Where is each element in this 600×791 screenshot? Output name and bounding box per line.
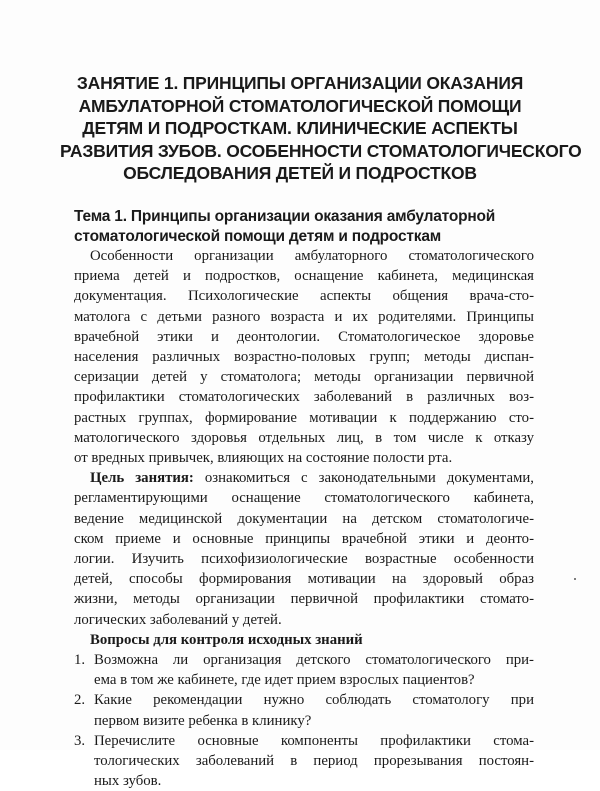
question-line: Перечислите основные компоненты профилактики стома- bbox=[94, 732, 534, 749]
body-text bbox=[74, 246, 534, 791]
topic-title-line: стоматологической помощи детям и подросткам bbox=[74, 228, 442, 245]
question-line: Возможна ли организация детского стоматологического при- bbox=[94, 652, 534, 669]
text-line: профилактики стоматологических заболеваний в различных воз- bbox=[74, 389, 534, 406]
topic-title bbox=[74, 207, 554, 247]
text-line: растных группах, формирование мотивации к поддержанию сто- bbox=[74, 409, 534, 426]
text-line: приема детей и подростков, оснащение кабинета, медицинская bbox=[74, 268, 534, 285]
text-line: ском приеме и основные принципы врачебной этики и деонто- bbox=[74, 530, 534, 547]
text-line: врачебной этики и деонтологии. Стоматологическое здоровье bbox=[74, 328, 534, 345]
chapter-title bbox=[60, 72, 582, 185]
questions-heading: Вопросы для контроля исходных знаний bbox=[90, 631, 363, 648]
text-line: матологического здоровья отдельных лиц, в том числе к отказу bbox=[74, 429, 534, 446]
text-line: логии. Изучить психофизиологические возрастные особенности bbox=[74, 551, 534, 568]
goal-paragraph bbox=[74, 468, 534, 630]
text-line: населения различных возрастно-половых групп; методы диспан- bbox=[74, 349, 534, 366]
text-line: серизации детей у стоматолога; методы организации первичной bbox=[74, 369, 534, 386]
question-line: ных зубов. bbox=[94, 773, 162, 790]
question-item bbox=[74, 731, 534, 791]
question-number: 2. bbox=[74, 692, 86, 709]
question-number: 3. bbox=[74, 732, 86, 749]
chapter-title-line: ЗАНЯТИЕ 1. ПРИНЦИПЫ ОРГАНИЗАЦИИ ОКАЗАНИЯ bbox=[76, 73, 524, 93]
text-line: ведение медицинской документации на детском стоматологиче- bbox=[74, 510, 534, 527]
scan-speck bbox=[574, 578, 576, 580]
questions-list bbox=[74, 650, 534, 791]
text-line: от вредных привычек, влияющих на состояние полости рта. bbox=[74, 450, 453, 467]
question-item bbox=[74, 650, 534, 690]
question-line: тологических заболеваний в период прорезывания постоян- bbox=[94, 753, 534, 770]
text-line: Особенности организации амбулаторного стоматологического bbox=[90, 248, 534, 264]
chapter-title-line: АМБУЛАТОРНОЙ СТОМАТОЛОГИЧЕСКОЙ ПОМОЩИ bbox=[78, 95, 522, 116]
text-line: детей, способы формирования мотивации на здоровый образ bbox=[74, 571, 534, 588]
text-line: жизни, методы организации первичной профилактики стомато- bbox=[74, 591, 534, 608]
goal-first-line-text: ознакомиться с законодательными документами, bbox=[193, 470, 534, 487]
goal-first-line bbox=[74, 468, 534, 488]
intro-paragraph bbox=[74, 246, 534, 468]
chapter-title-line: ОБСЛЕДОВАНИЯ ДЕТЕЙ И ПОДРОСТКОВ bbox=[123, 163, 477, 183]
text-line: документация. Психологические аспекты общения врача-сто- bbox=[74, 288, 534, 305]
goal-label: Цель занятия: bbox=[90, 470, 194, 487]
question-number: 1. bbox=[74, 652, 86, 669]
question-line: первом визите ребенка в клинику? bbox=[94, 712, 312, 729]
question-item bbox=[74, 690, 534, 730]
chapter-title-line: РАЗВИТИЯ ЗУБОВ. ОСОБЕННОСТИ СТОМАТОЛОГИЧЕСКОГО bbox=[60, 140, 582, 161]
question-line: Какие рекомендации нужно соблюдать стоматологу при bbox=[94, 692, 534, 709]
text-line: матолога с детьми разного возраста и их родителями. Принципы bbox=[74, 308, 534, 325]
question-line: ема в том же кабинете, где идет прием взрослых пациентов? bbox=[94, 672, 475, 689]
chapter-title-line: ДЕТЯМ И ПОДРОСТКАМ. КЛИНИЧЕСКИЕ АСПЕКТЫ bbox=[82, 118, 518, 138]
topic-title-line: Тема 1. Принципы организации оказания амбулаторной bbox=[74, 208, 496, 225]
text-line: регламентирующими оснащение стоматологического кабинета, bbox=[74, 490, 534, 507]
text-line: логических заболеваний у детей. bbox=[74, 611, 282, 628]
